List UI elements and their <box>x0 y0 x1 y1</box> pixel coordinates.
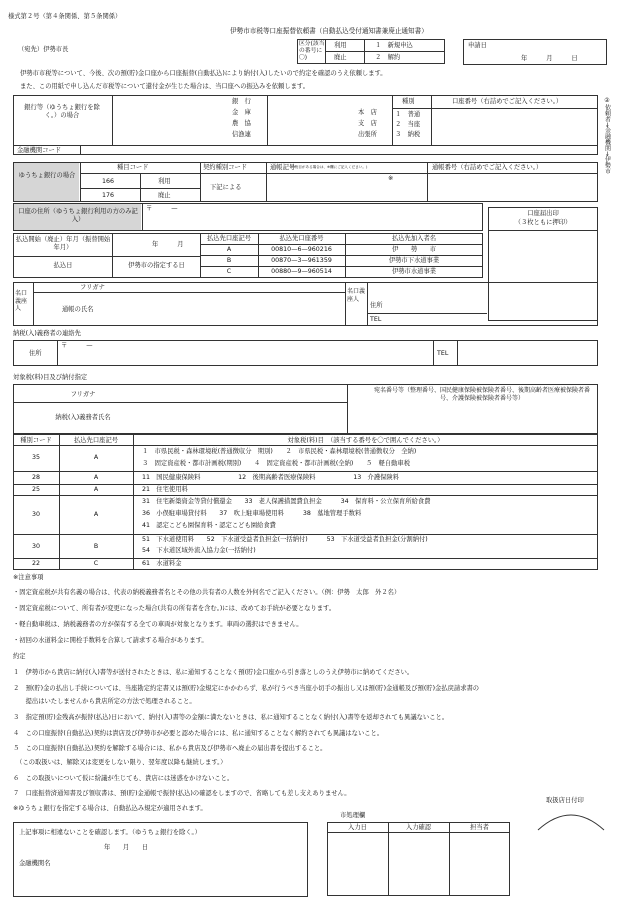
city-col-0: 入力日 <box>348 824 367 831</box>
city-label: 市処理欄 <box>340 812 366 819</box>
note-2: ・軽自動車税は、納税義務者の方が保有する全ての車両が対象となります。車両の選択はできません。 <box>13 621 303 628</box>
tax-acct-3: A <box>93 511 99 518</box>
holder-side-label: 名口義座人 <box>15 290 28 312</box>
term-1: ２ 預(貯)金の払出し手続については、当座勘定約定書又は預(貯)金規定にかかわらず、私が行うべき当座小切手の振出し又は預(貯)金通帳及び預(貯)金払戻請求書の <box>13 685 480 692</box>
city-col-1: 入力確認 <box>405 824 432 831</box>
tax-item-3-2[interactable]: 41 認定こども園保育料・認定こども園給食費 <box>142 522 276 529</box>
tax-item-3-1[interactable]: 36 小俣駐車場貸付料 37 吹上駐車場使用料 38 墓地管理手数料 <box>142 510 362 517</box>
inst-code-label: 金融機関コード <box>17 147 62 154</box>
tax-item-2-0[interactable]: 21 住宅使用料 <box>142 486 188 493</box>
category-opt2-value[interactable]: ２ 解約 <box>375 54 401 61</box>
terms-title: 約定 <box>13 653 26 660</box>
kind-1[interactable]: ２ 当座 <box>395 121 421 128</box>
tsuban-label: 通帳番号（右詰めでご記入ください。） <box>432 164 543 171</box>
contact-section-label: 納税(入)義務者の連絡先 <box>13 330 81 337</box>
tax-item-1-0[interactable]: 11 国民健康保険料 12 後期高齢者医療保険料 13 介護保険料 <box>142 474 400 481</box>
term-2: 提出はいたしませんから貴店所定の方法で処理されること。 <box>13 698 196 705</box>
taxes-furigana: フリガナ <box>70 391 96 398</box>
pay-acct-2: 00880—9—960514 <box>271 268 332 275</box>
tsucho-note: (6桁目がある場合は、※欄にご記入ください。) <box>291 165 368 169</box>
account-postal[interactable]: 〒 — <box>146 205 178 212</box>
account-address-label: 口座の住所（ゆうちょ銀行利用の方のみ記入） <box>18 208 138 223</box>
term-9: ※ゆうちょ銀行を指定する場合は、自動払込み規定が適用されます。 <box>13 805 207 812</box>
tax-code-4: 30 <box>31 543 40 550</box>
note-1: ・固定資産税について、所有者が変更になった場合(共有の所有者を含む。)には、改めてお手続が必要となります。 <box>13 605 336 612</box>
pay-col-name: 払込先加入者名 <box>391 235 437 242</box>
notes-title: ※注意事項 <box>13 574 44 581</box>
kind-0[interactable]: １ 普通 <box>395 111 421 118</box>
city-box <box>327 822 510 896</box>
pay-code-2: C <box>226 268 232 275</box>
contact-addr-label: 住所 <box>29 350 42 357</box>
confirm-text: 上記事項に相違ないことを確認します。（ゆうちょ銀行を除く。） <box>19 829 201 836</box>
form-number: 様式第２号（第４条関係、第５条関係） <box>8 13 122 20</box>
pay-name-1: 伊勢市下水道事業 <box>388 257 440 264</box>
branch-2: 出張所 <box>358 131 377 138</box>
tax-acct-4: B <box>93 543 99 550</box>
pay-start-label: 払込開始（廃止）年月（振替開始年月） <box>15 236 111 251</box>
tax-code-2: 25 <box>31 486 40 493</box>
yucho-code-1: 176 <box>102 192 115 199</box>
pay-name-2: 伊勢市水道事業 <box>391 268 437 275</box>
term-6: （この取扱いは、解除又は変更をしない限り、翌年度以降も継続します。） <box>13 759 227 766</box>
bank-type-2: 農 協 <box>232 120 251 127</box>
holder-name-label: 通帳の氏名 <box>62 306 94 313</box>
tax-code-3: 30 <box>31 511 40 518</box>
taxes-col-code: 種別コード <box>20 437 52 444</box>
yucho-section-label: ゆうちょ銀行の場合 <box>18 172 76 179</box>
branch-0: 本 店 <box>358 109 377 116</box>
holder-side2-label: 名口義座人 <box>347 288 366 303</box>
tax-item-4-1[interactable]: 54 下水道区域外流入協力金(一括納付) <box>142 547 256 554</box>
tax-code-5: 22 <box>31 560 40 567</box>
bank-type-1: 金 庫 <box>232 109 251 116</box>
contact-postal[interactable]: 〒 — <box>61 342 93 349</box>
pay-col-code: 払込先口座記号 <box>206 235 252 242</box>
taxes-col-acct: 払込先口座記号 <box>73 437 119 444</box>
pay-date-value: 伊勢市の指定する日 <box>128 262 185 269</box>
tax-acct-0: A <box>93 454 99 461</box>
term-3: ３ 指定預(貯)金残高が振替(払込)日において、納付(入)書等の金額に満たないときは、私に通知することなく納付(入)書等を返却されても異議ないこと。 <box>13 714 449 721</box>
tax-acct-5: C <box>93 560 99 567</box>
tax-acct-1: A <box>93 474 99 481</box>
tax-item-4-0[interactable]: 51 下水道使用料 52 下水道受益者負担金(一括納付) 53 下水道受益者負担金(分割納付) <box>142 536 428 543</box>
bank-type-0: 銀 行 <box>232 98 251 105</box>
kind-label: 種別 <box>402 98 415 105</box>
form-title: 伊勢市市税等口座振替依頼書（自動払込受付通知書兼廃止通知書） <box>230 27 428 35</box>
tax-code-0: 35 <box>31 454 40 461</box>
branch-1: 支 店 <box>358 120 377 127</box>
tax-acct-2: A <box>93 486 99 493</box>
apply-date-units: 年 月 日 <box>521 55 578 62</box>
note-3: ・初回の水道料金に開栓手数料を合算して請求する場合があります。 <box>13 637 208 644</box>
bank-type-3: 信漁連 <box>232 131 251 138</box>
term-8: ７ 口座振替済通知書及び領収書は、預(貯)金通帳で振替(払込)の確認をしますので、省略しても差し支えありません。 <box>13 790 351 797</box>
apply-date-label: 申請日 <box>468 42 487 49</box>
note-0: ・固定資産税が共有名義の場合は、代表の納税義務者名とその他の共有者の人数を外何名でご記入ください。（例：伊勢 太郎 外２名） <box>13 589 401 596</box>
tax-item-0-0[interactable]: １ 市県民税・森林環境税(普通徴収分 期別) ２ 市県民税・森林環境税(普通徴収分 全納) <box>142 448 417 455</box>
category-opt1-label: 利用 <box>334 42 347 49</box>
confirm-date[interactable]: 年 月 日 <box>104 844 149 851</box>
kind-2[interactable]: ３ 納税 <box>395 131 421 138</box>
contract-value: 下記による <box>210 184 242 191</box>
taxes-name-label: 納税(入)義務者氏名 <box>55 414 111 421</box>
yucho-code-0: 166 <box>102 178 115 185</box>
pay-code-1: B <box>226 257 232 264</box>
yucho-status-1[interactable]: 廃止 <box>158 192 171 199</box>
side-note: ②依頼者→金融機関→伊勢市 <box>603 97 611 175</box>
inst-name-label: 金融機関名 <box>19 860 51 867</box>
taxes-id-label: 宛名番号等（整理番号、国民健康保険被保険者番号、後期高齢者医療被保険者番号、介護保険被保険者番号等） <box>373 387 590 402</box>
pay-col-acct: 払込先口座番号 <box>279 235 324 242</box>
pay-acct-0: 00810—6—960216 <box>271 246 332 253</box>
seal-label: 口座届出印 <box>527 210 559 217</box>
intro-line1: 伊勢市市税等について、今後、次の預(貯)金口座から口座振替(自動払込)により納付(入)したいので約定を確認のうえ依頼します。 <box>20 70 387 77</box>
term-7: ６ この取扱いについて仮に紛議が生じても、貴店には迷惑をかけないこと。 <box>13 775 234 782</box>
taxes-col-items: 対象税(料)目 （該当する番号を〇で囲んでください。） <box>287 437 444 444</box>
term-4: ４ この口座振替(自動払込)契約は貴店及び伊勢市が必要と認めた場合には、私に通知することなく解約されても異議はないこと。 <box>13 730 384 737</box>
contact-tel-label: TEL <box>437 350 449 357</box>
contact-section <box>13 340 598 366</box>
seal-note: （３枚ともに押印） <box>514 219 572 226</box>
holder-addr-label: 住所 <box>370 302 383 309</box>
term-0: １ 伊勢市から貴店に納付(入)書等が送付されたときは、私に通知することなく預(貯)金口座から引き落としのうえ伊勢市に納めてください。 <box>13 669 414 676</box>
taxes-section-label: 対象税(料)目及び納付指定 <box>13 374 88 381</box>
bank-section-label: 銀行等（ゆうちょ銀行を除く。）の場合 <box>24 104 100 119</box>
category-opt2-label: 廃止 <box>334 54 347 61</box>
tsucho-label: 通帳記号 <box>270 164 296 171</box>
holder-furigana: フリガナ <box>80 284 105 291</box>
stamp-circle-arc <box>536 808 606 832</box>
pay-name-0: 伊 勢 市 <box>391 246 437 253</box>
contract-label: 契約種別コード <box>203 164 248 171</box>
term-5: ５ この口座振替(自動払込)契約を解除する場合には、私から貴店及び伊勢市へ廃止の届出書を提出すること。 <box>13 745 327 752</box>
addressee: （宛先）伊勢市長 <box>18 46 69 53</box>
city-col-2: 担当者 <box>470 824 489 831</box>
yucho-status-0[interactable]: 利用 <box>158 178 171 185</box>
category-label: 区分(該当の番号に〇) <box>299 41 325 62</box>
pay-acct-1: 00870—3—961359 <box>271 257 332 264</box>
intro-line2: また、この用紙で申し込んだ市税等について還付金が生じた場合は、当口座への振込みを依頼します。 <box>20 83 310 90</box>
tax-item-0-1[interactable]: ３ 固定資産税・都市計画税(期別) ４ 固定資産税・都市計画税(全納) ５ 軽自動車税 <box>142 460 410 467</box>
holder-tel-label: TEL <box>370 316 382 323</box>
tax-item-5-0[interactable]: 61 水道料金 <box>142 560 182 567</box>
tsucho-mark: ※ <box>388 175 394 182</box>
stamp-label: 取扱店日付印 <box>546 797 584 804</box>
category-opt1-value[interactable]: １ 新規申込 <box>375 42 413 49</box>
pay-code-0: A <box>226 246 232 253</box>
pay-start-units[interactable]: 年 月 <box>152 241 184 248</box>
pay-date-label: 払込日 <box>53 262 73 269</box>
tax-item-3-0[interactable]: 31 住宅新築資金等貸付償還金 33 老人保護措置費負担金 34 保育料・公立保育所給食費 <box>142 498 431 505</box>
acct-label: 口座番号（右詰めでご記入ください。） <box>452 98 563 105</box>
sign-code-label: 種目コード <box>117 164 149 171</box>
tax-code-1: 28 <box>31 474 40 481</box>
